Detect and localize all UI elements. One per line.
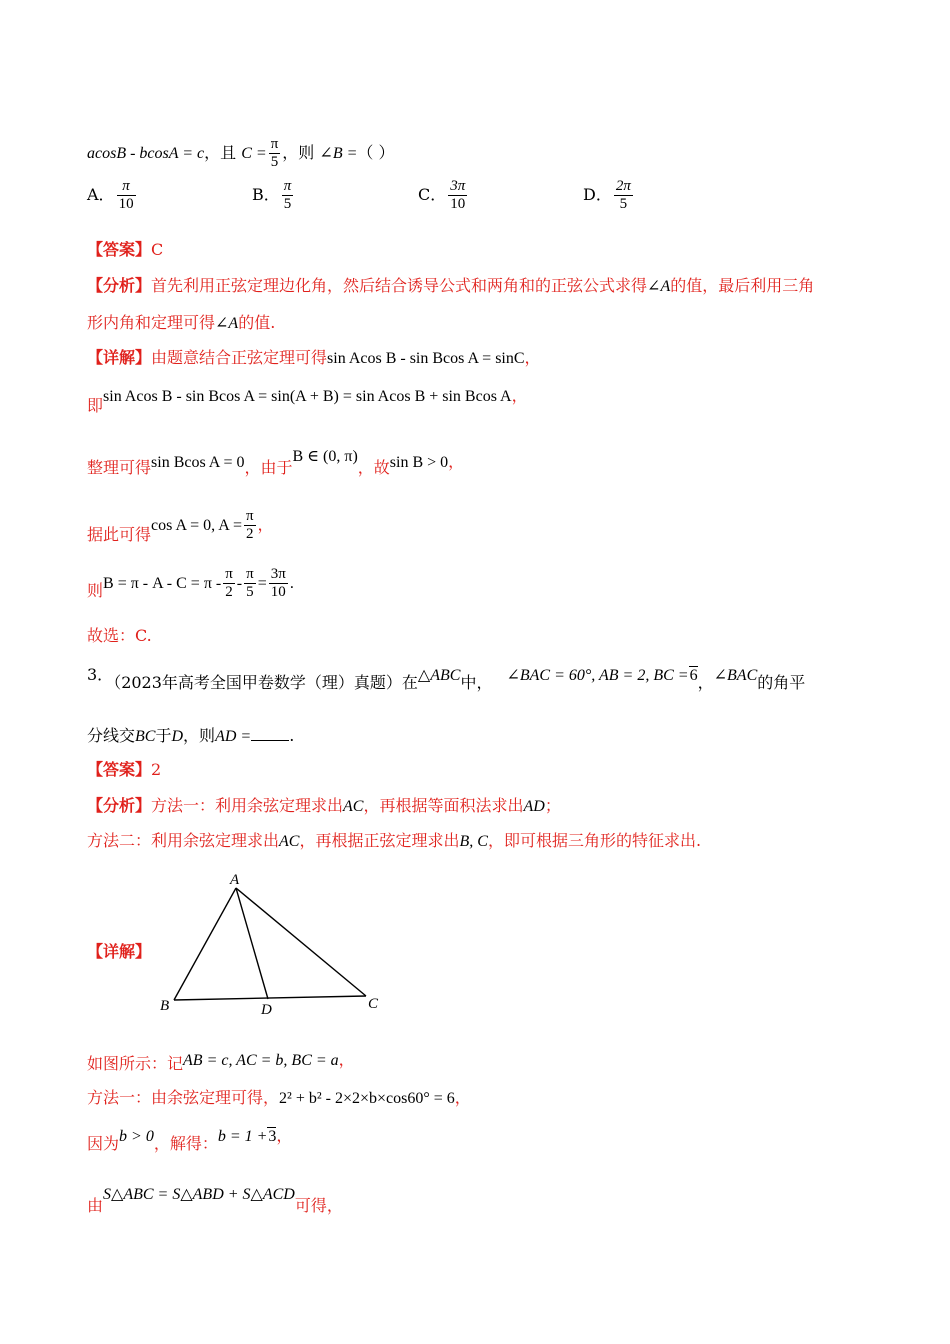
side-bc bbox=[174, 996, 366, 1000]
side-ac bbox=[236, 888, 366, 996]
q2-detail-line4: 据此可得cos A = 0, A = $\frac{\pi}{2}$ ， bbox=[87, 508, 274, 544]
bisector-ad bbox=[236, 888, 268, 999]
q2-option-b: B． $\frac{\pi}{5}$ bbox=[252, 178, 292, 212]
label-d: D bbox=[261, 1002, 272, 1018]
label-b: B bbox=[160, 998, 170, 1014]
q3-answer-blank bbox=[251, 724, 289, 741]
q2-stem-equation: acosB - bcosA = c bbox=[87, 145, 205, 162]
q2-analysis-line1: 【分析】首先利用正弦定理边化角，然后结合诱导公式和两角和的正弦公式求得∠A的值，最后利用三角 bbox=[87, 276, 815, 295]
q2-stem-line bbox=[87, 136, 394, 171]
q3-stem-line1: 3．（2023年高考全国甲卷数学（理）真题）在△ABC中， ∠BAC = 60°, AB = 2, BC =6，∠BAC的角平 bbox=[87, 665, 806, 692]
q3-detail-line2: 方法一：由余弦定理可得，2² + b² - 2×2×b×cos60° = 6， bbox=[87, 1088, 471, 1107]
q2-then: ，则 bbox=[282, 143, 315, 162]
q3-analysis-line2: 方法二：利用余弦定理求出AC，再根据正弦定理求出B, C，即可根据三角形的特征求出. bbox=[87, 831, 702, 850]
q2-detail-line2: 即sin Acos B - sin Bcos A = sin(A + B) = sin Acos B + sin Bcos A， bbox=[87, 386, 528, 415]
q3-answer: 【答案】2 bbox=[87, 760, 162, 779]
q2-detail-line3: 整理可得sin Bcos A = 0，由于B ∈ (0, π)，故sin B > 0， bbox=[87, 448, 465, 477]
q3-analysis-line1: 【分析】方法一：利用余弦定理求出AC，再根据等面积法求出AD； bbox=[87, 796, 561, 815]
label-a: A bbox=[230, 872, 240, 888]
q2-stem-and: ，且 bbox=[204, 143, 237, 162]
q3-detail-line3: 因为b > 0，解得：b = 1 +3， bbox=[87, 1126, 293, 1153]
q3-detail-line4: 由S△ABC = S△ABD + S△ACD可得， bbox=[87, 1186, 343, 1215]
q2-angle-b: ∠B = bbox=[319, 145, 358, 162]
q2-detail-line5: 则B = π - A - C = π - $\frac{\pi}{2}$ - $\frac{\pi}{5}$ = $\frac{3\pi}{10}$ . bbox=[87, 566, 294, 600]
q2-answer: 【答案】C bbox=[87, 240, 164, 259]
q3-detail-tag: 【详解】 bbox=[87, 942, 152, 961]
q2-cond-fraction: $\frac{\pi}{5}$ bbox=[270, 136, 279, 170]
q2-option-d: D． $\frac{2\pi}{5}$ bbox=[583, 178, 631, 212]
q2-option-c: C． $\frac{3\pi}{10}$ bbox=[418, 178, 466, 212]
q2-option-a: A． $\frac{\pi}{10}$ bbox=[87, 178, 134, 212]
q3-stem-line2: 分线交BC于D，则AD = . bbox=[87, 726, 295, 745]
q2-cond-c: C = bbox=[241, 145, 267, 162]
q3-detail-line1: 如图所示：记AB = c, AC = b, BC = a， bbox=[87, 1050, 355, 1073]
q2-detail-line1: 【详解】由题意结合正弦定理可得sin Acos B - sin Bcos A = sinC， bbox=[87, 348, 541, 367]
label-c: C bbox=[368, 996, 379, 1012]
side-ab bbox=[174, 888, 236, 1000]
q2-analysis-line2: 形内角和定理可得∠A的值. bbox=[87, 313, 276, 332]
q2-conclusion: 故选：C. bbox=[87, 626, 152, 645]
triangle-figure bbox=[150, 868, 390, 1018]
q2-paren: （ ） bbox=[357, 143, 395, 162]
